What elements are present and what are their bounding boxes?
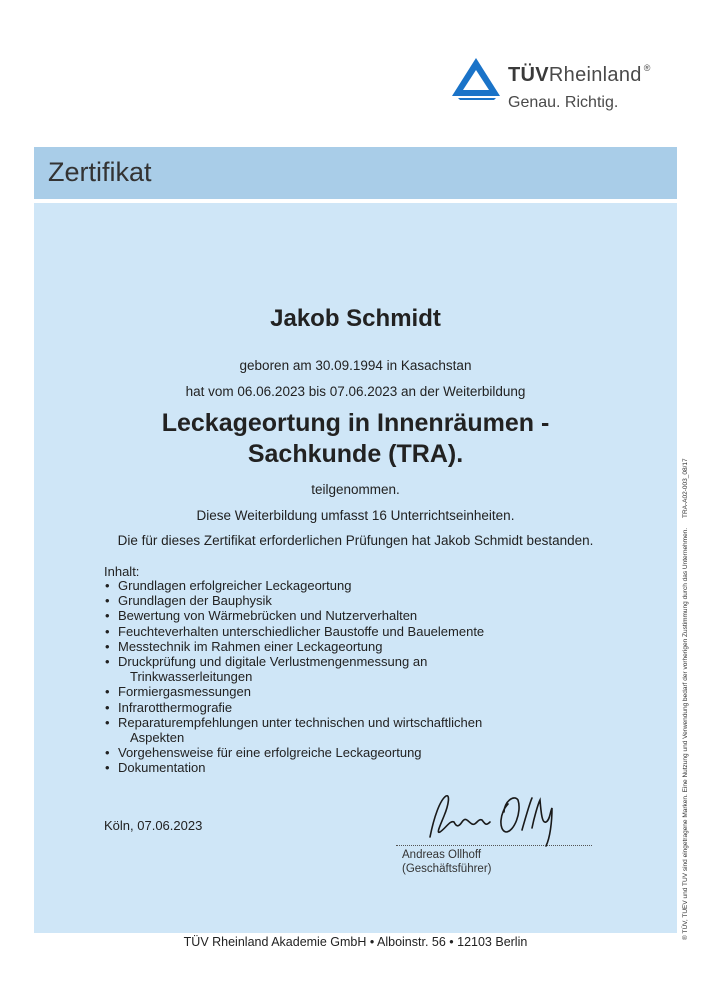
footer-address: TÜV Rheinland Akademie GmbH • Alboinstr. 56 • 12103 Berlin [183, 935, 528, 949]
list-item: • Dokumentation [104, 760, 484, 775]
tuv-rheinland-logo [446, 50, 686, 120]
course-title-line-1: Leckageortung in Innenräumen - [161, 409, 550, 437]
course-title [34, 408, 677, 470]
list-item: • Formiergasmessungen [104, 684, 484, 699]
participated-line: teilgenommen. [311, 482, 400, 497]
signer-name: Andreas Ollhoff [402, 849, 482, 861]
registered-mark: ® [643, 63, 651, 74]
person-name: Jakob Schmidt [270, 305, 441, 332]
list-item-continuation: Aspekten [130, 730, 185, 746]
title-band [34, 147, 677, 199]
document-code: TRA-A02-003_08/17 [682, 458, 689, 518]
triangle-logo-icon [450, 56, 502, 100]
list-item: • Bewertung von Wärmebrücken und Nutzerverhalten [104, 608, 484, 623]
list-item: • Druckprüfung und digitale Verlustmengenmessung an Trinkwasserleitungen [104, 654, 484, 684]
place-date: Köln, 07.06.2023 [104, 818, 203, 833]
contents-label: Inhalt: [104, 564, 140, 579]
brand-name [508, 64, 651, 87]
signer-role: (Geschäftsführer) [402, 863, 492, 875]
brand-name-rest: Rheinland [548, 64, 642, 86]
units-line: Diese Weiterbildung umfasst 16 Unterrichtseinheiten. [196, 508, 515, 523]
list-item: • Grundlagen erfolgreicher Leckageortung [104, 578, 484, 593]
list-item: • Vorgehensweise für eine erfolgreiche Leckageortung [104, 745, 484, 760]
handwritten-signature [400, 782, 570, 852]
list-item: • Grundlagen der Bauphysik [104, 593, 484, 608]
topics-list [104, 578, 484, 776]
course-title-line-2: Sachkunde (TRA). [247, 440, 464, 468]
brand-name-bold: TÜV [508, 64, 549, 86]
signer-block [402, 848, 491, 876]
birth-line: geboren am 30.09.1994 in Kasachstan [239, 358, 472, 373]
trademark-notice: ® TÜV, TUEV und TUV sind eingetragene Marken. Eine Nutzung und Verwendung bedarf der vorherigen Zustimmung durch das Unternehmen. [682, 527, 689, 940]
list-item-continuation: Trinkwasserleitungen [130, 669, 253, 685]
list-item: • Reparaturempfehlungen unter technischen und wirtschaftlichen Aspekten [104, 715, 484, 745]
list-item: • Infrarotthermografie [104, 700, 484, 715]
exam-line: Die für dieses Zertifikat erforderlichen Prüfungen hat Jakob Schmidt bestanden. [117, 533, 594, 548]
list-item: • Messtechnik im Rahmen einer Leckageortung [104, 639, 484, 654]
signature-line [396, 845, 592, 846]
list-item: • Feuchteverhalten unterschiedlicher Baustoffe und Bauelemente [104, 624, 484, 639]
brand-claim: Genau. Richtig. [508, 94, 619, 111]
period-line: hat vom 06.06.2023 bis 07.06.2023 an der Weiterbildung [185, 384, 526, 399]
certificate-title: Zertifikat [48, 157, 152, 187]
